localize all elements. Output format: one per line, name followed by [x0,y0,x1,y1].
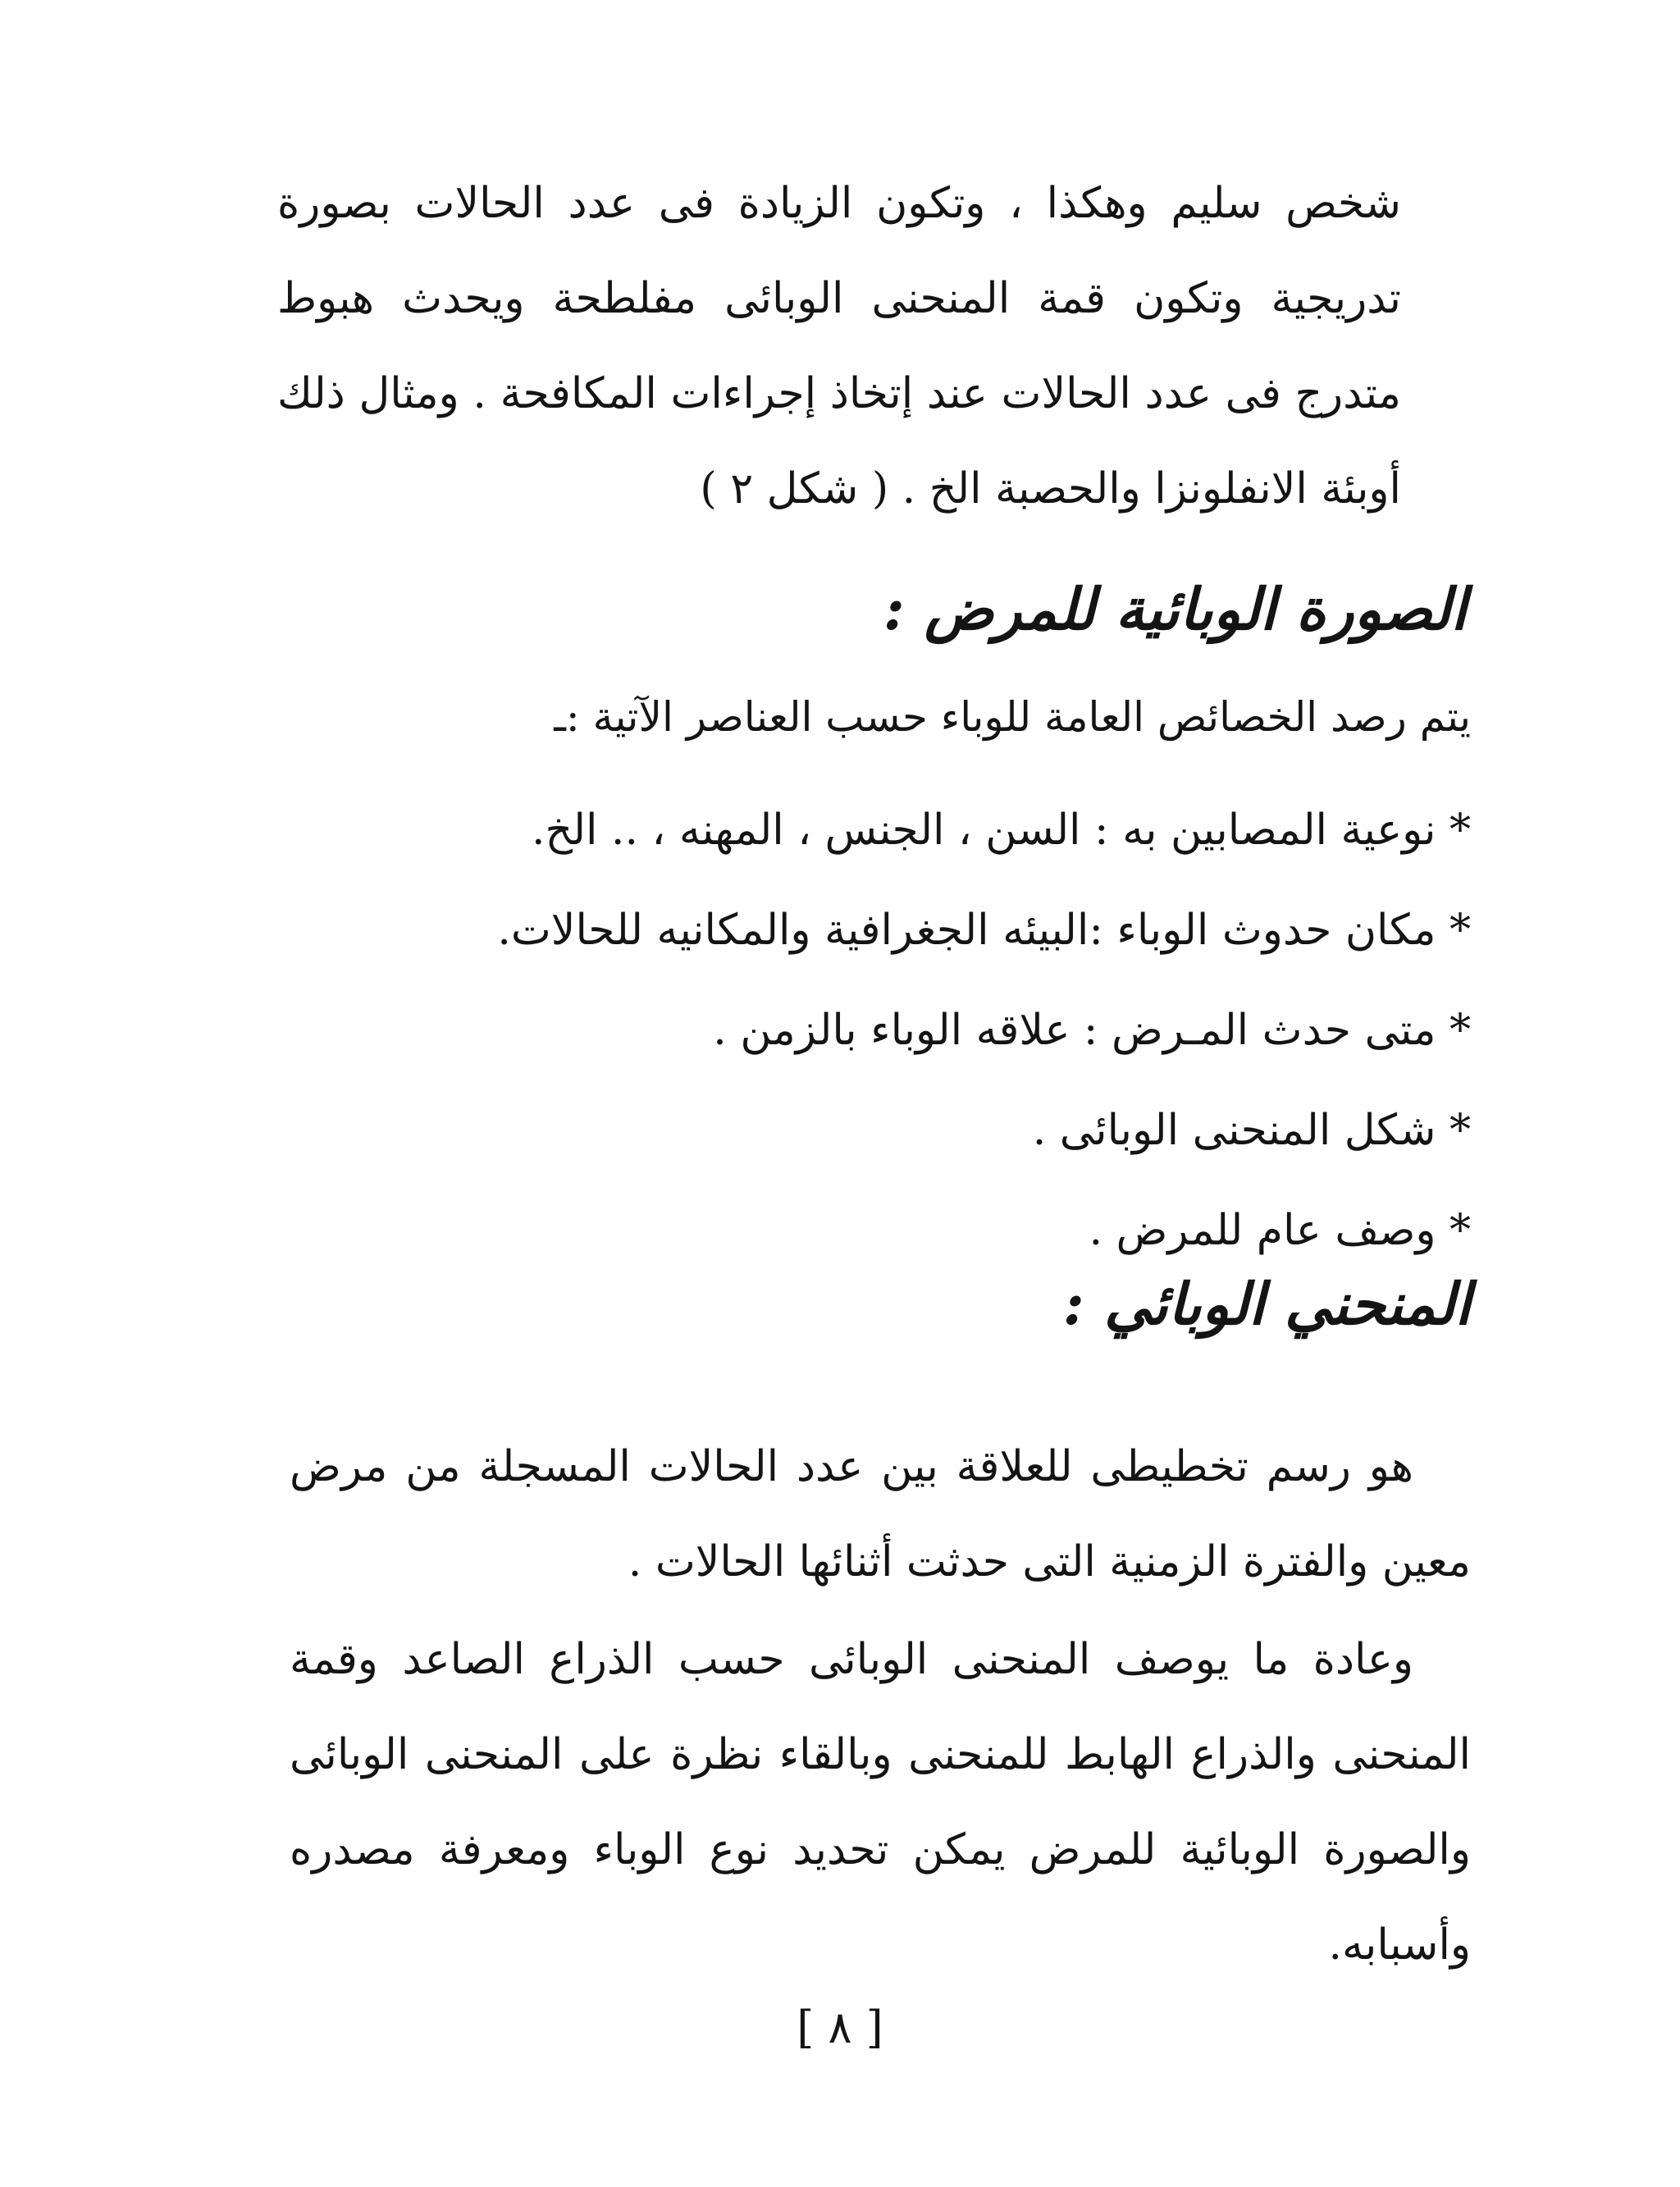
page-number: [ ٨ ] [797,2002,883,2053]
section-heading-epidemic-picture: الصورة الوبائية للمرض : [883,575,1467,643]
curve-definition-paragraph: هو رسم تخطيطى للعلاقة بين عدد الحالات المسجلة من مرض معين والفترة الزمنية التى حدثت أثنائها الحالات . [290,1442,1471,1587]
characteristics-list [497,789,1471,1290]
section-heading-epidemic-curve: المنحني الوبائي : [1062,1270,1471,1338]
list-item: * وصف عام للمرض . [1089,1206,1471,1255]
section-intro: يتم رصد الخصائص العامة للوباء حسب العناصر الآتية :ـ [554,693,1471,741]
top-paragraph: شخص سليم وهكذا ، وتكون الزيادة فى عدد الحالات بصورة تدريجية وتكون قمة المنحنى الوبائى مفلطحة ويحدث هبوط متدرج فى عدد الحالات عند إتخاذ إجراءات المكافحة . ومثال ذلك أوبئة الانفلونزا والحصبة الخ . ( شكل ٢ ) [277,179,1401,514]
list-item: * شكل المنحنى الوبائى . [1032,1106,1471,1155]
list-item: * مكان حدوث الوباء :البيئه الجغرافية والمكانيه للحالات. [497,906,1471,955]
list-item: * نوعية المصابين به : السن ، الجنس ، المهنه ، .. الخ. [532,806,1471,855]
curve-description-paragraph: وعادة ما يوصف المنحنى الوبائى حسب الذراع الصاعد وقمة المنحنى والذراع الهابط للمنحنى وبالقاء نظرة على المنحنى الوبائى والصورة الوبائية للمرض يمكن تحديد نوع الوباء ومعرفة مصدره وأسبابه. [290,1635,1471,1970]
list-item: * متى حدث المـرض : علاقه الوباء بالزمن . [713,1006,1471,1055]
